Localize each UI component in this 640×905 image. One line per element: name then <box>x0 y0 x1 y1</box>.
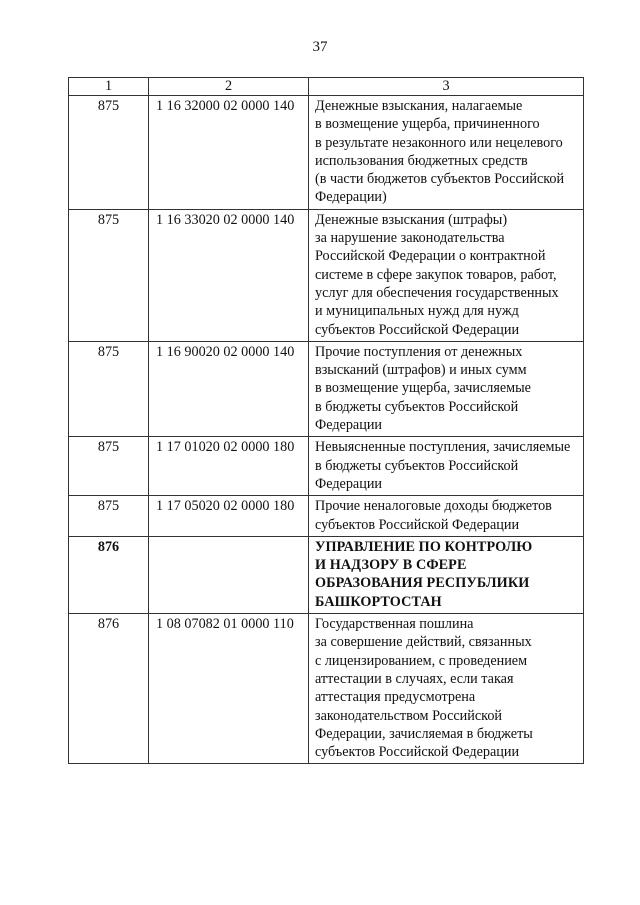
revenue-codes-table <box>68 77 584 764</box>
revenue-name-line: (в части бюджетов субъектов Российской <box>315 171 565 188</box>
column-header-1: 1 <box>69 78 149 96</box>
table-row <box>69 341 584 436</box>
revenue-name-line: субъектов Российской Федерации <box>315 744 520 761</box>
revenue-name-line: Российской Федерации о контрактной <box>315 248 546 265</box>
revenue-name-line: аттестации в случаях, если такая <box>315 670 514 687</box>
revenue-name-line: Денежные взыскания, налагаемые <box>315 98 523 114</box>
revenue-name-line: Прочие неналоговые доходы бюджетов <box>315 498 552 515</box>
admin-code-cell: 876 <box>69 536 149 613</box>
revenue-name-cell <box>309 209 584 341</box>
revenue-name-line: с лицензированием, с проведением <box>315 652 528 669</box>
revenue-name-line: Государственная пошлина <box>315 616 474 633</box>
table-header-row <box>69 78 584 96</box>
revenue-name-cell <box>309 437 584 496</box>
revenue-name-line: Федерации <box>315 475 383 492</box>
administrator-name-cell <box>309 536 584 613</box>
administrator-name-line: ОБРАЗОВАНИЯ РЕСПУБЛИКИ <box>315 575 530 592</box>
administrator-name-line: УПРАВЛЕНИЕ ПО КОНТРОЛЮ <box>315 538 533 555</box>
revenue-name-line: Федерации) <box>315 189 387 206</box>
revenue-name-line: системе в сфере закупок товаров, работ, <box>315 266 557 283</box>
revenue-name-line: использования бюджетных средств <box>315 152 528 169</box>
revenue-name-line: Федерации <box>315 417 383 434</box>
column-header-3: 3 <box>309 78 584 96</box>
revenue-name-line: в бюджеты субъектов Российской <box>315 398 519 415</box>
revenue-name-cell <box>309 496 584 537</box>
revenue-name-line: субъектов Российской Федерации <box>315 516 520 533</box>
revenue-name-line: Федерации, зачисляемая в бюджеты <box>315 725 533 742</box>
revenue-name-cell <box>309 96 584 210</box>
revenue-name-line: субъектов Российской Федерации <box>315 321 520 338</box>
revenue-name-line: в результате незаконного или нецелевого <box>315 134 563 151</box>
kbk-code-cell <box>149 536 309 613</box>
table-row <box>69 614 584 764</box>
page-number: 37 <box>312 39 328 55</box>
table-row <box>69 209 584 341</box>
admin-code-cell: 875 <box>69 341 149 436</box>
kbk-code-cell: 1 17 01020 02 0000 180 <box>149 437 309 496</box>
revenue-name-line: Прочие поступления от денежных <box>315 343 523 360</box>
admin-code-cell: 875 <box>69 96 149 210</box>
revenue-name-line: и муниципальных нужд для нужд <box>315 303 519 320</box>
table-row <box>69 437 584 496</box>
revenue-name-line: в возмещение ущерба, зачисляемые <box>315 380 531 397</box>
revenue-name-line: Невыясненные поступления, зачисляемые <box>315 439 571 456</box>
revenue-name-line: услуг для обеспечения государственных <box>315 284 559 301</box>
revenue-name-line: взысканий (штрафов) и иных сумм <box>315 362 527 379</box>
admin-code-cell: 876 <box>69 614 149 764</box>
revenue-name-line: Денежные взыскания (штрафы) <box>315 211 508 228</box>
admin-code-cell: 875 <box>69 209 149 341</box>
admin-code-cell: 875 <box>69 437 149 496</box>
revenue-name-line: аттестация предусмотрена <box>315 689 476 706</box>
revenue-name-line: за совершение действий, связанных <box>315 634 532 651</box>
table-row-section-header <box>69 536 584 613</box>
admin-code-cell: 875 <box>69 496 149 537</box>
revenue-name-line: в возмещение ущерба, причиненного <box>315 116 540 133</box>
revenue-name-line: за нарушение законодательства <box>315 230 505 247</box>
kbk-code-cell: 1 16 90020 02 0000 140 <box>149 341 309 436</box>
kbk-code-cell: 1 16 33020 02 0000 140 <box>149 209 309 341</box>
kbk-code-cell: 1 17 05020 02 0000 180 <box>149 496 309 537</box>
table-row <box>69 496 584 537</box>
column-header-2: 2 <box>149 78 309 96</box>
administrator-name-line: И НАДЗОРУ В СФЕРЕ <box>315 557 467 574</box>
kbk-code-cell: 1 16 32000 02 0000 140 <box>149 96 309 210</box>
revenue-name-line: законодательством Российской <box>315 707 503 724</box>
table-row <box>69 96 584 210</box>
revenue-name-cell <box>309 614 584 764</box>
administrator-name-line: БАШКОРТОСТАН <box>315 593 442 610</box>
revenue-name-line: в бюджеты субъектов Российской <box>315 457 519 474</box>
revenue-name-cell <box>309 341 584 436</box>
kbk-code-cell: 1 08 07082 01 0000 110 <box>149 614 309 764</box>
